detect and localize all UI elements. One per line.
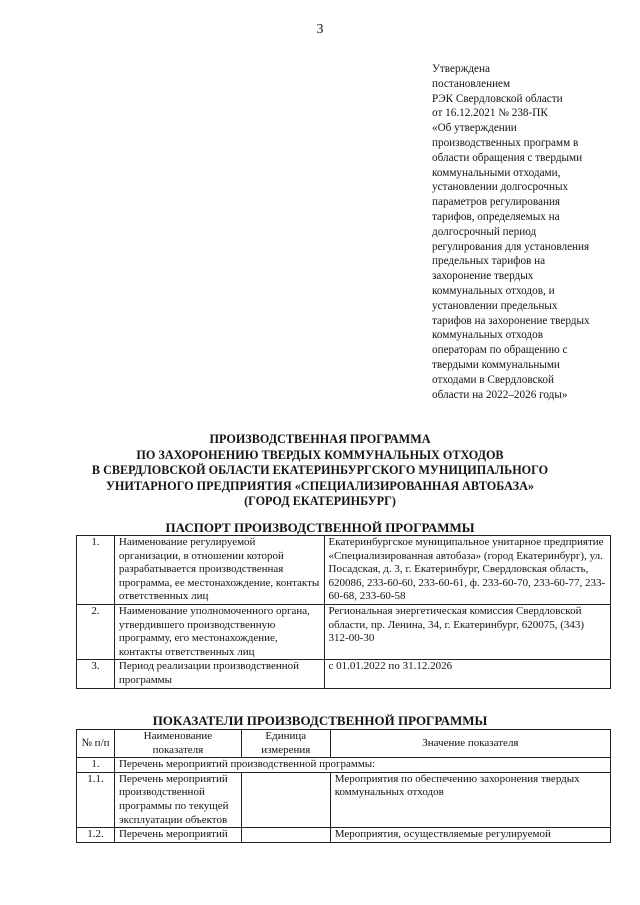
approval-line: регулирования для установления — [432, 240, 590, 253]
approval-line: тарифов, определяемых на — [432, 210, 560, 223]
approval-line: параметров регулирования — [432, 196, 561, 209]
approval-line: производственных программ в — [432, 136, 579, 149]
table-header-row — [77, 730, 611, 758]
row-value: Мероприятия по обеспечению захоронения твердых коммунальных отходов — [330, 772, 610, 827]
row-number: 1.1. — [77, 772, 115, 827]
passport-table — [76, 535, 611, 689]
approval-line: коммунальных отходов — [432, 329, 543, 342]
header-value: Значение показателя — [330, 730, 610, 758]
approval-line: Утверждена — [432, 63, 490, 75]
approval-line: твердыми коммунальными — [432, 358, 560, 371]
approval-block — [432, 62, 632, 402]
row-number: 2. — [77, 604, 115, 659]
table-row — [77, 758, 611, 773]
table-row — [77, 660, 611, 688]
row-value: Екатеринбургское муниципальное унитарное предприятие «Специализированная автобаза» (город Екатеринбург), ул. Посадская, д. 3, г. Екатеринбург, Свердловская область, 620086, 233-60-60, 233-60-61, ф. 233-60-70, 233-60-77, 233-60-68, 233-60-58 — [324, 536, 610, 605]
row-name: Наименование регулируемой организации, в отношении которой разрабатывается производственная программа, ее местонахождение, контакты ответственных лиц — [114, 536, 324, 605]
title-line: УНИТАРНОГО ПРЕДПРИЯТИЯ «СПЕЦИАЛИЗИРОВАННАЯ АВТОБАЗА» — [105, 478, 534, 493]
header-name: Наименование показателя — [114, 730, 241, 758]
approval-line: долгосрочный период — [432, 225, 537, 238]
document-title — [0, 432, 640, 510]
row-number: 1. — [77, 758, 115, 773]
indicators-heading: ПОКАЗАТЕЛИ ПРОИЗВОДСТВЕННОЙ ПРОГРАММЫ — [152, 713, 488, 728]
approval-line: установлении предельных — [432, 299, 558, 312]
row-name: Период реализации производственной программы — [114, 660, 324, 688]
approval-line: коммунальными отходами, — [432, 166, 561, 179]
row-number: 3. — [77, 660, 115, 688]
passport-heading: ПАСПОРТ ПРОИЗВОДСТВЕННОЙ ПРОГРАММЫ — [165, 520, 475, 535]
approval-line: операторам по обращению с — [432, 344, 568, 357]
row-value: с 01.01.2022 по 31.12.2026 — [324, 660, 610, 688]
approval-line: РЭК Свердловской области — [432, 92, 563, 105]
row-value: Мероприятия, осуществляемые регулируемой — [330, 828, 610, 843]
approval-line: коммунальных отходов, и — [432, 284, 555, 297]
approval-line: «Об утверждении — [432, 122, 517, 135]
row-unit — [241, 772, 330, 827]
table-row — [77, 536, 611, 605]
approval-line: области обращения с твердыми — [432, 151, 583, 164]
section-title: Перечень мероприятий производственной программы: — [114, 758, 610, 773]
row-unit — [241, 828, 330, 843]
title-line: В СВЕРДЛОВСКОЙ ОБЛАСТИ ЕКАТЕРИНБУРГСКОГО МУНИЦИПАЛЬНОГО — [91, 463, 549, 478]
header-unit: Единица измерения — [241, 730, 330, 758]
row-value: Региональная энергетическая комиссия Свердловской области, пр. Ленина, 34, г. Екатеринбург, 620075, (343) 312-00-30 — [324, 604, 610, 659]
title-line: ПРОИЗВОДСТВЕННАЯ ПРОГРАММА — [209, 432, 431, 446]
title-line: (ГОРОД ЕКАТЕРИНБУРГ) — [244, 494, 396, 509]
table-row — [77, 604, 611, 659]
indicators-table — [76, 729, 611, 843]
approval-line: предельных тарифов на — [432, 255, 546, 268]
approval-line: захоронение твердых — [432, 270, 534, 283]
row-number: 1. — [77, 536, 115, 605]
approval-line: тарифов на захоронение твердых — [432, 314, 590, 327]
row-name: Перечень мероприятий производственной программы по текущей эксплуатации объектов — [114, 772, 241, 827]
table-row — [77, 828, 611, 843]
approval-line: постановлением — [432, 77, 511, 90]
row-name: Наименование уполномоченного органа, утвердившего производственную программу, его местонахождение, контакты ответственных лиц — [114, 604, 324, 659]
title-line: ПО ЗАХОРОНЕНИЮ ТВЕРДЫХ КОММУНАЛЬНЫХ ОТХОДОВ — [136, 447, 504, 462]
approval-line: отходами в Свердловской — [432, 373, 554, 386]
page-number: 3 — [316, 22, 324, 37]
header-no: № п/п — [77, 730, 115, 758]
row-name: Перечень мероприятий — [114, 828, 241, 843]
approval-line: от 16.12.2021 № 238-ПК — [432, 107, 548, 120]
approval-line: области на 2022–2026 годы» — [432, 388, 568, 401]
table-row — [77, 772, 611, 827]
row-number: 1.2. — [77, 828, 115, 843]
approval-line: установлении долгосрочных — [432, 181, 569, 194]
